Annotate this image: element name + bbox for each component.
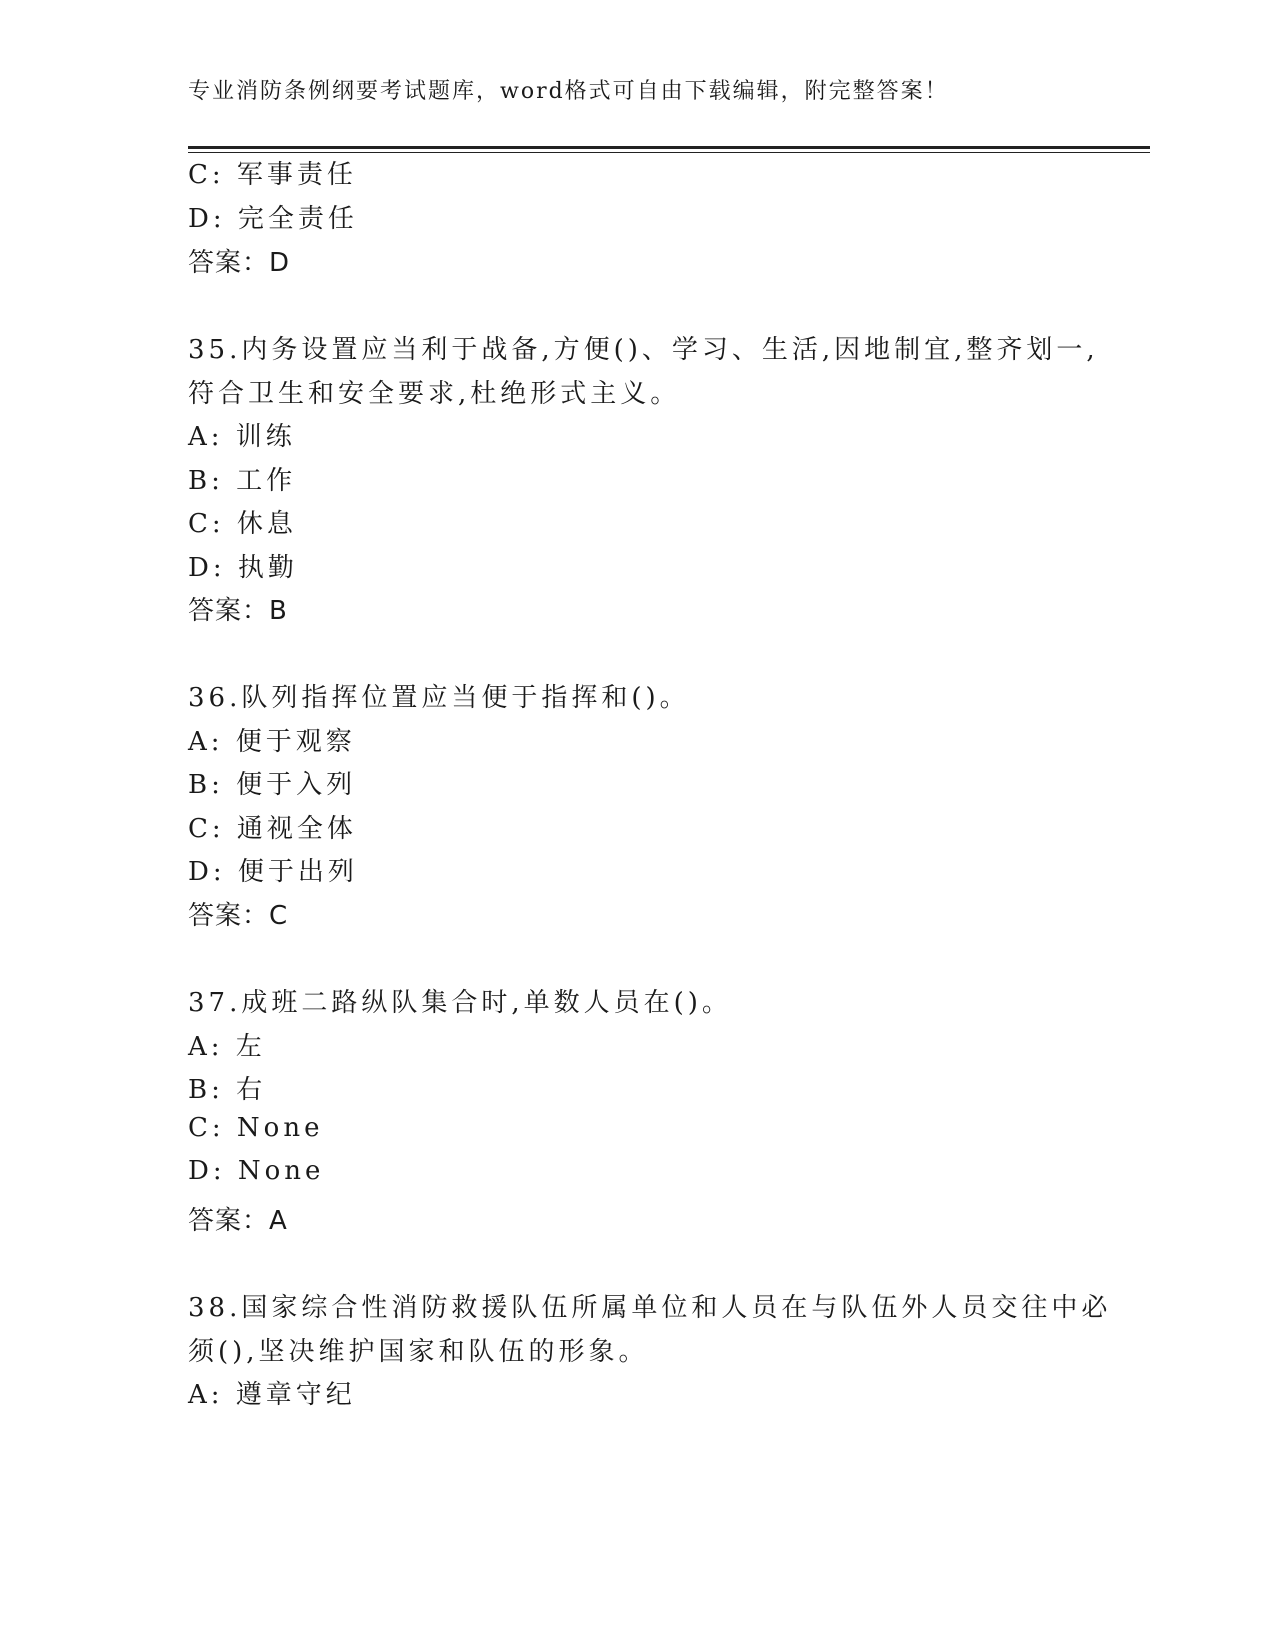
option-c: C: None	[188, 1113, 324, 1143]
option-a: A: 左	[188, 1032, 266, 1062]
header-rule-thick	[188, 146, 1150, 149]
option-d: D: 便于出列	[188, 857, 358, 887]
option-d: D: 完全责任	[188, 204, 358, 234]
question-stem: 须(),坚决维护国家和队伍的形象。	[188, 1337, 649, 1367]
header-rule-thin	[188, 152, 1150, 153]
option-b: B: 工作	[188, 466, 297, 496]
option-a: A: 便于观察	[188, 727, 356, 757]
answer: 答案：A	[188, 1206, 288, 1236]
option-c: C: 休息	[188, 509, 297, 539]
option-a: A: 训练	[188, 422, 296, 452]
option-b: B: 便于入列	[188, 770, 357, 800]
option-a: A: 遵章守纪	[188, 1380, 356, 1410]
option-d: D: 执勤	[188, 553, 298, 583]
question-stem: 35.内务设置应当利于战备,方便()、学习、生活,因地制宜,整齐划一,	[188, 335, 1099, 365]
question-stem: 38.国家综合性消防救援队伍所属单位和人员在与队伍外人员交往中必	[188, 1293, 1112, 1323]
answer: 答案：C	[188, 901, 289, 931]
question-stem: 36.队列指挥位置应当便于指挥和()。	[188, 683, 690, 713]
option-c: C: 军事责任	[188, 160, 357, 190]
option-b: B: 右	[188, 1075, 267, 1105]
answer: 答案：D	[188, 248, 291, 278]
answer: 答案：B	[188, 596, 288, 626]
question-stem: 符合卫生和安全要求,杜绝形式主义。	[188, 379, 681, 409]
question-stem: 37.成班二路纵队集合时,单数人员在()。	[188, 988, 732, 1018]
option-d: D: None	[188, 1156, 325, 1186]
option-c: C: 通视全体	[188, 814, 357, 844]
page-header: 专业消防条例纲要考试题库，word格式可自由下载编辑，附完整答案！	[188, 79, 949, 104]
